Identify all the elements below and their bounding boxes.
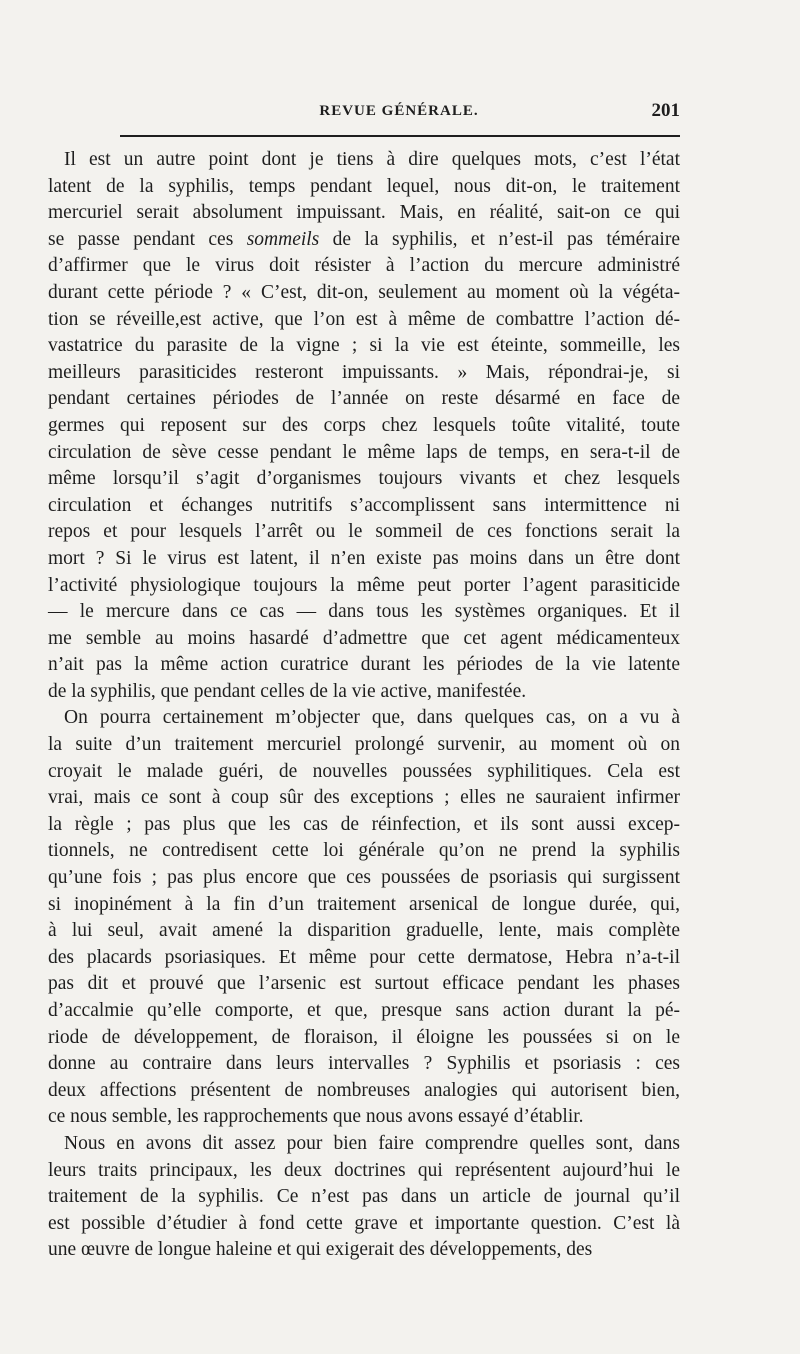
text-line: vrai, mais ce sont à coup sûr des exceptions ; elles ne sauraient infirmer: [48, 787, 680, 809]
text-line: mercuriel serait absolument impuissant. Mais, en réalité, sait-on ce qui: [48, 202, 680, 224]
text-line: mort ? Si le virus est latent, il n’en existe pas moins dans un être dont: [48, 547, 680, 569]
page-number: 201: [651, 100, 680, 121]
text-line: circulation de sève cesse pendant le même laps de temps, en sera-t-il de: [48, 441, 680, 463]
text-line: me semble au moins hasardé d’admettre que cet agent médicamenteux: [48, 627, 680, 649]
text-line: est possible d’étudier à fond cette grave et importante question. C’est là: [48, 1212, 680, 1234]
text-line: vastatrice du parasite de la vigne ; si la vie est éteinte, sommeille, les: [48, 335, 680, 357]
text-line: de la syphilis, que pendant celles de la vie active, manifestée.: [48, 680, 527, 702]
text-line: On pourra certainement m’objecter que, dans quelques cas, on a vu à: [64, 707, 680, 729]
text-line: qu’une fois ; pas plus encore que ces poussées de psoriasis qui surgissent: [48, 867, 680, 889]
text-line: — le mercure dans ce cas — dans tous les systèmes organiques. Et il: [48, 601, 680, 623]
text-line: germes qui reposent sur des corps chez lesquels toûte vitalité, toute: [48, 414, 680, 436]
text-line: la suite d’un traitement mercuriel prolongé survenir, au moment où on: [48, 734, 680, 756]
text-line: se passe pendant ces sommeils de la syphilis, et n’est-il pas téméraire: [48, 228, 680, 250]
text-line: traitement de la syphilis. Ce n’est pas dans un article de journal qu’il: [48, 1186, 680, 1208]
text-line: ce nous semble, les rapprochements que nous avons essayé d’établir.: [48, 1106, 584, 1128]
text-line: tionnels, ne contredisent cette loi générale qu’on ne prend la syphilis: [48, 840, 680, 862]
text-line: donne au contraire dans leurs intervalles ? Syphilis et psoriasis : ces: [48, 1053, 680, 1075]
text-line: l’activité physiologique toujours la même peut porter l’agent parasiticide: [48, 574, 680, 596]
header-rule: [120, 135, 680, 137]
text-line: repos et pour lesquels l’arrêt ou le sommeil de ces fonctions serait la: [48, 521, 680, 543]
body-text: [48, 147, 680, 1264]
text-line: croyait le malade guéri, de nouvelles poussées syphilitiques. Cela est: [48, 760, 680, 782]
text-line: d’affirmer que le virus doit résister à l’action du mercure administré: [48, 255, 680, 277]
text-line: d’accalmie qu’elle comporte, et que, presque sans action durant la pé-: [48, 1000, 680, 1021]
text-line: circulation et échanges nutritifs s’accomplissent sans intermittence ni: [48, 494, 680, 516]
text-line: à lui seul, avait amené la disparition graduelle, lente, mais complète: [48, 920, 680, 942]
text-line: même lorsqu’il s’agit d’organismes toujours vivants et chez lesquels: [48, 468, 680, 490]
running-title: REVUE GÉNÉRALE.: [319, 103, 479, 119]
text-line: pas dit et prouvé que l’arsenic est surtout efficace pendant les phases: [48, 973, 680, 995]
paragraph-2: [48, 705, 680, 1131]
text-line: tion se réveille,est active, que l’on est à même de combattre l’action dé-: [48, 308, 680, 330]
text-line: latent de la syphilis, temps pendant lequel, nous dit-on, le traitement: [48, 175, 680, 197]
page-header: [118, 100, 680, 125]
text-line: leurs traits principaux, les deux doctrines qui représentent aujourd’hui le: [48, 1159, 680, 1181]
text-line: deux affections présentent de nombreuses analogies qui autorisent bien,: [48, 1079, 680, 1101]
text-line: Il est un autre point dont je tiens à dire quelques mots, c’est l’état: [64, 149, 680, 170]
text-line: la règle ; pas plus que les cas de réinfection, et ils sont aussi excep-: [48, 813, 680, 835]
text-line: une œuvre de longue haleine et qui exigerait des développements, des: [48, 1239, 593, 1261]
paragraph-1: [48, 147, 680, 705]
text-line: riode de développement, de floraison, il éloigne les poussées si on le: [48, 1026, 680, 1048]
text-line: meilleurs parasiticides resteront impuissants. » Mais, répondrai-je, si: [48, 361, 680, 383]
text-line: durant cette période ? « C’est, dit-on, seulement au moment où la végéta-: [48, 281, 680, 303]
text-line: pendant certaines périodes de l’année on reste désarmé en face de: [48, 388, 680, 410]
paragraph-3: [48, 1131, 680, 1264]
text-line: Nous en avons dit assez pour bien faire comprendre quelles sont, dans: [64, 1132, 680, 1154]
text-line: des placards psoriasiques. Et même pour cette dermatose, Hebra n’a-t-il: [48, 946, 680, 968]
text-line: si inopinément à la fin d’un traitement arsenical de longue durée, qui,: [48, 893, 680, 915]
text-line: n’ait pas la même action curatrice durant les périodes de la vie latente: [48, 654, 680, 676]
